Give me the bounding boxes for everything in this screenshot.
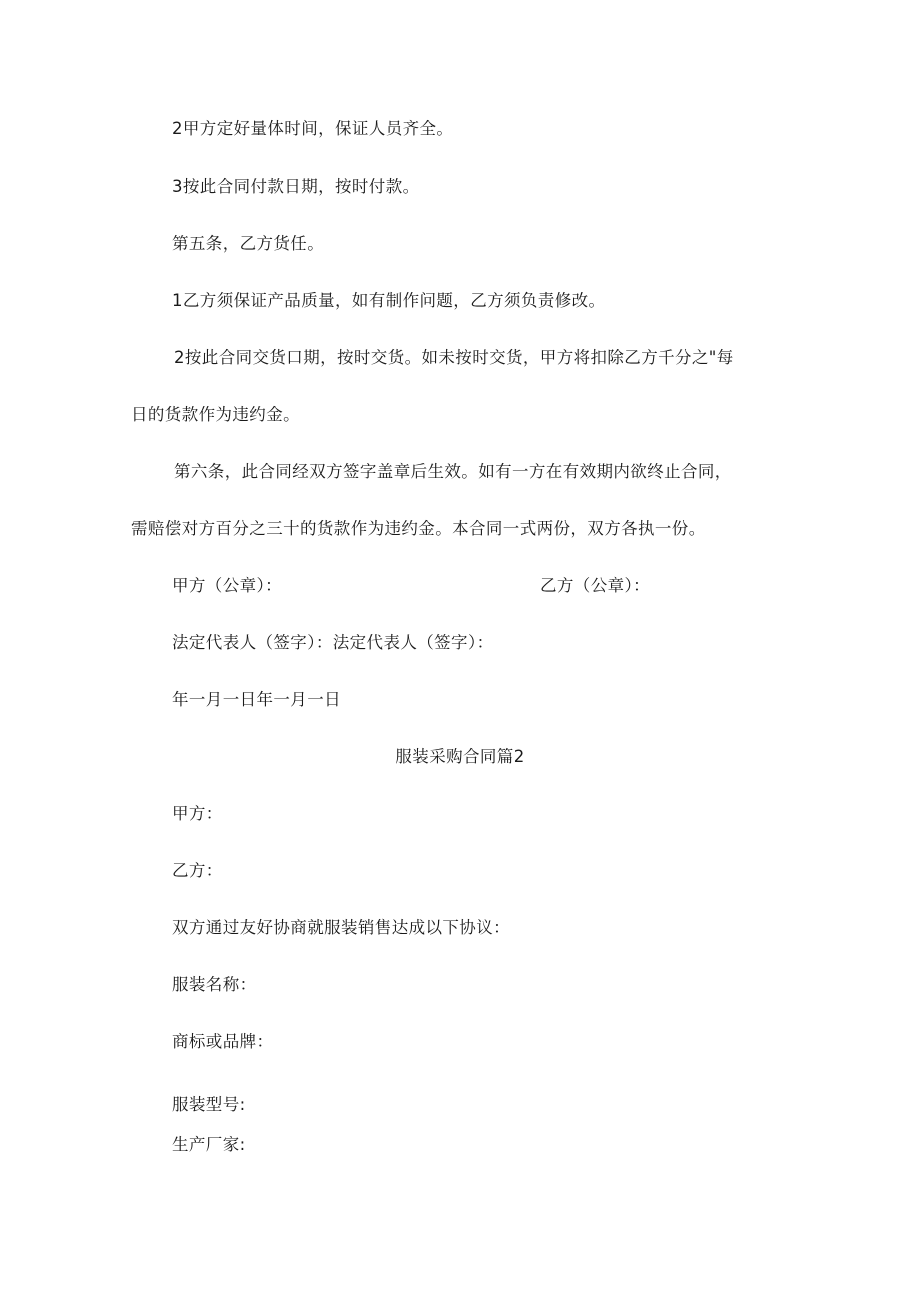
article-6-continued: 需赔偿对方百分之三十的货款作为违约金。本合同一式两份，双方各执一份。 [131, 519, 706, 538]
party-b-item-2-continued: 日的货款作为违约金。 [131, 405, 300, 424]
section-2-title: 服装采购合同篇2 [395, 747, 525, 766]
party-b-item-2: 2按此合同交货口期，按时交货。如未按时交货，甲方将扣除乙方千分之"每 [174, 348, 734, 367]
article-5-heading: 第五条，乙方货任。 [172, 234, 325, 253]
party-b-label: 乙方： [172, 861, 223, 880]
clause-5-item-2: 2甲方定好量体时间，保证人员齐全。 [172, 119, 454, 138]
garment-name-field: 服装名称： [172, 975, 257, 994]
clause-5-item-3: 3按此合同付款日期，按时付款。 [172, 177, 420, 196]
manufacturer-field: 生产厂家: [172, 1135, 246, 1154]
party-b-item-1: 1乙方须保证产品质量，如有制作问题，乙方须负责修改。 [172, 291, 606, 310]
party-a-seal-label: 甲方（公章）： [172, 576, 283, 595]
agreement-intro: 双方通过友好协商就服装销售达成以下协议： [172, 918, 510, 937]
signature-dates: 年一月一日年一月一日 [172, 690, 341, 709]
party-b-seal-label: 乙方（公章）： [540, 576, 651, 595]
model-field: 服装型号: [172, 1095, 246, 1114]
brand-field: 商标或品牌： [172, 1032, 274, 1051]
article-6: 第六条，此合同经双方签字盖章后生效。如有一方在有效期内欲终止合同， [174, 462, 732, 481]
party-a-label: 甲方： [172, 804, 223, 823]
representative-signature-labels: 法定代表人（签字）：法定代表人（签字）： [172, 633, 494, 652]
